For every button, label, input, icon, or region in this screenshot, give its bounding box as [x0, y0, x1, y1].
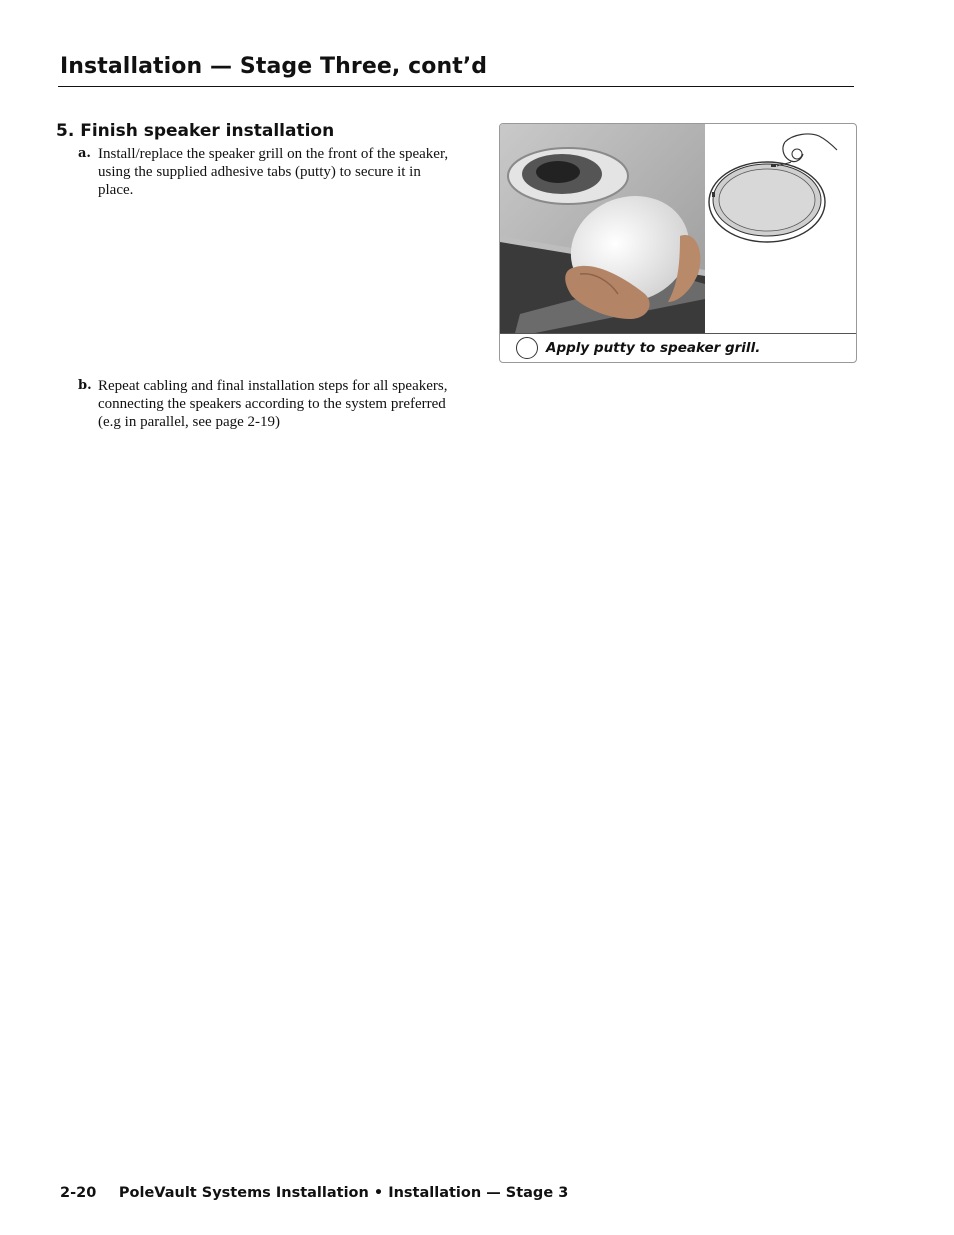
page-number: 2-20: [60, 1185, 97, 1201]
figure: [499, 123, 857, 363]
section-heading: 5. Finish speaker installation: [56, 121, 335, 141]
step-text: Install/replace the speaker grill on the front of the speaker, using the supplied adhesive tabs (putty) to secure it in place.: [98, 146, 449, 198]
step-text: Repeat cabling and final installation steps for all speakers, connecting the speakers according to the system preferred (e.g in parallel, see page 2-19): [98, 378, 448, 430]
step-a: [78, 145, 450, 199]
footer: [60, 1185, 568, 1201]
speaker-grill-photo: [500, 124, 705, 333]
caption-rule: [500, 333, 856, 334]
step-marker: b.: [78, 378, 92, 393]
step-marker: a.: [78, 146, 91, 161]
grill-putty-drawing: [705, 124, 856, 333]
title-rule: [58, 86, 854, 87]
caption-row: [516, 336, 760, 360]
figure-caption: Apply putty to speaker grill.: [546, 340, 761, 356]
running-title: PoleVault Systems Installation • Installation — Stage 3: [118, 1185, 569, 1201]
page-title: Installation — Stage Three, cont’d: [60, 54, 488, 79]
step-b: [78, 377, 450, 431]
callout-circle-icon: [516, 337, 538, 359]
